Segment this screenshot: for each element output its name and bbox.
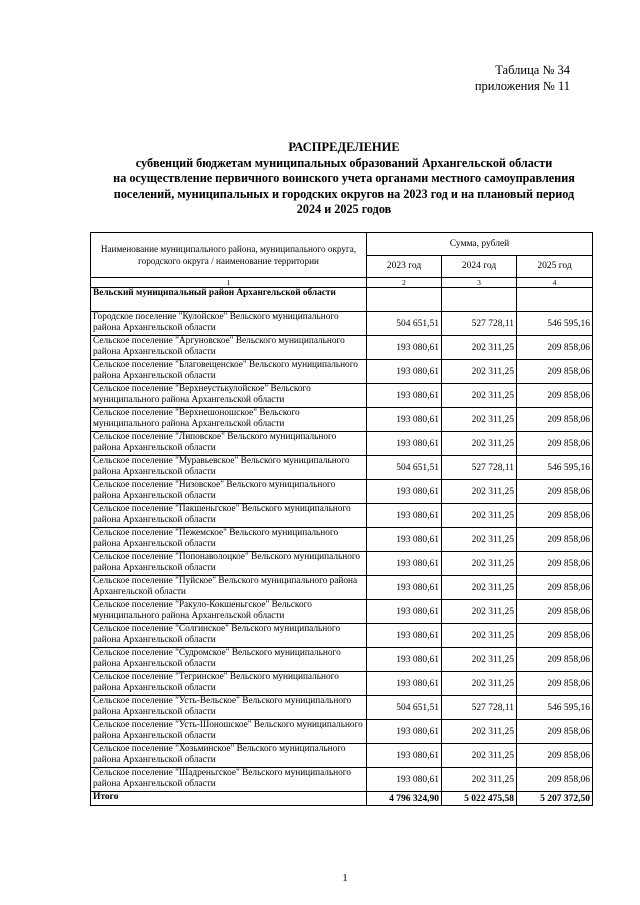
amount-2023: 193 080,61 — [367, 336, 442, 360]
amount-2023: 193 080,61 — [367, 600, 442, 624]
amount-2025: 209 858,06 — [517, 336, 593, 360]
table-row — [91, 672, 593, 696]
amount-2023: 193 080,61 — [367, 480, 442, 504]
column-header-name: Наименование муниципального района, муниципального округа, городского округа / наименование территории — [91, 233, 367, 278]
title-line-3: на осуществление первичного воинского учета органами местного самоуправления — [113, 171, 575, 186]
table-row — [91, 600, 593, 624]
settlement-name: Сельское поселение "Солгинское" Вельского муниципального района Архангельской области — [91, 624, 367, 648]
table-row — [91, 504, 593, 528]
settlement-name: Сельское поселение "Усть-Вельское" Вельского муниципального района Архангельской области — [91, 696, 367, 720]
amount-2025: 546 595,16 — [517, 696, 593, 720]
amount-2023: 193 080,61 — [367, 624, 442, 648]
settlement-name: Сельское поселение "Шадреньгское" Вельского муниципального района Архангельской области — [91, 768, 367, 792]
amount-2024: 202 311,25 — [442, 360, 517, 384]
amount-2024: 202 311,25 — [442, 480, 517, 504]
settlement-name: Сельское поселение "Пежемское" Вельского муниципального района Архангельской области — [91, 528, 367, 552]
settlement-name: Сельское поселение "Низовское" Вельского муниципального района Архангельской области — [91, 480, 367, 504]
settlement-name: Сельское поселение "Аргуновское" Вельского муниципального района Архангельской области — [91, 336, 367, 360]
amount-2025: 209 858,06 — [517, 360, 593, 384]
district-name: Вельский муниципальный район Архангельской области — [91, 288, 367, 312]
amount-2023: 193 080,61 — [367, 360, 442, 384]
table-row — [91, 720, 593, 744]
settlement-name: Сельское поселение "Пакшеньгское" Вельского муниципального района Архангельской области — [91, 504, 367, 528]
amount-2025: 209 858,06 — [517, 672, 593, 696]
total-2025: 5 207 372,50 — [517, 792, 593, 806]
settlement-name: Сельское поселение "Хозьминское" Вельского муниципального района Архангельской области — [91, 744, 367, 768]
table-row — [91, 768, 593, 792]
amount-2024: 202 311,25 — [442, 504, 517, 528]
amount-2023: 193 080,61 — [367, 648, 442, 672]
amount-2025: 209 858,06 — [517, 576, 593, 600]
district-cell-2023 — [367, 288, 442, 312]
settlement-name: Сельское поселение "Благовещенское" Вельского муниципального района Архангельской области — [91, 360, 367, 384]
table-row — [91, 336, 593, 360]
amount-2023: 193 080,61 — [367, 672, 442, 696]
amount-2024: 202 311,25 — [442, 648, 517, 672]
table-row — [91, 384, 593, 408]
amount-2023: 504 651,51 — [367, 456, 442, 480]
settlement-name: Сельское поселение "Судромское" Вельского муниципального района Архангельской области — [91, 648, 367, 672]
amount-2024: 202 311,25 — [442, 408, 517, 432]
settlement-name: Сельское поселение "Тегринское" Вельского муниципального района Архангельской области — [91, 672, 367, 696]
amount-2024: 202 311,25 — [442, 744, 517, 768]
district-row — [91, 288, 593, 312]
settlement-name: Городское поселение "Кулойское" Вельского муниципального района Архангельской области — [91, 312, 367, 336]
settlement-name: Сельское поселение "Пуйское" Вельского муниципального района Архангельской области — [91, 576, 367, 600]
table-row — [91, 576, 593, 600]
amount-2025: 209 858,06 — [517, 384, 593, 408]
table-row — [91, 456, 593, 480]
amount-2024: 202 311,25 — [442, 720, 517, 744]
amount-2024: 202 311,25 — [442, 384, 517, 408]
table-row — [91, 648, 593, 672]
column-header-2025: 2025 год — [517, 255, 593, 278]
settlement-name: Сельское поселение "Попонаволоцкое" Вельского муниципального района Архангельской области — [91, 552, 367, 576]
column-header-2024: 2024 год — [442, 255, 517, 278]
column-number-1: 1 — [91, 278, 367, 288]
amount-2025: 209 858,06 — [517, 768, 593, 792]
table-row — [91, 360, 593, 384]
settlement-name: Сельское поселение "Липовское" Вельского муниципального района Архангельской области — [91, 432, 367, 456]
settlement-name: Сельское поселение "Муравьевское" Вельского муниципального района Архангельской области — [91, 456, 367, 480]
title-line-1: РАСПРЕДЕЛЕНИЕ — [288, 140, 400, 154]
amount-2025: 209 858,06 — [517, 648, 593, 672]
column-number-3: 3 — [442, 278, 517, 288]
column-header-2023: 2023 год — [367, 255, 442, 278]
document-title — [84, 140, 604, 217]
amount-2024: 202 311,25 — [442, 432, 517, 456]
title-line-4: поселений, муниципальных и городских округов на 2023 год и на плановый период — [113, 186, 575, 201]
title-line-2: субвенций бюджетам муниципальных образований Архангельской области — [135, 156, 553, 171]
amount-2023: 193 080,61 — [367, 720, 442, 744]
column-number-2: 2 — [367, 278, 442, 288]
amount-2025: 209 858,06 — [517, 408, 593, 432]
amount-2025: 209 858,06 — [517, 600, 593, 624]
amount-2023: 193 080,61 — [367, 744, 442, 768]
amount-2025: 546 595,16 — [517, 456, 593, 480]
amount-2023: 193 080,61 — [367, 504, 442, 528]
amount-2025: 209 858,06 — [517, 744, 593, 768]
column-number-4: 4 — [517, 278, 593, 288]
amount-2023: 193 080,61 — [367, 384, 442, 408]
column-header-sum: Сумма, рублей — [367, 233, 593, 256]
page-number: 1 — [342, 872, 348, 884]
amount-2024: 202 311,25 — [442, 552, 517, 576]
amount-2024: 202 311,25 — [442, 336, 517, 360]
amount-2024: 202 311,25 — [442, 576, 517, 600]
amount-2025: 209 858,06 — [517, 720, 593, 744]
table-row — [91, 312, 593, 336]
amount-2023: 504 651,51 — [367, 312, 442, 336]
amount-2023: 193 080,61 — [367, 432, 442, 456]
amount-2023: 193 080,61 — [367, 528, 442, 552]
table-row — [91, 696, 593, 720]
district-cell-2024 — [442, 288, 517, 312]
settlement-name: Сельское поселение "Усть-Шоношское" Вельского муниципального района Архангельской области — [91, 720, 367, 744]
amount-2023: 193 080,61 — [367, 408, 442, 432]
amount-2024: 202 311,25 — [442, 528, 517, 552]
district-cell-2025 — [517, 288, 593, 312]
total-2023: 4 796 324,90 — [367, 792, 442, 806]
amount-2025: 209 858,06 — [517, 624, 593, 648]
amount-2024: 527 728,11 — [442, 312, 517, 336]
table-row — [91, 432, 593, 456]
amount-2025: 209 858,06 — [517, 480, 593, 504]
amount-2024: 527 728,11 — [442, 456, 517, 480]
amount-2024: 202 311,25 — [442, 600, 517, 624]
amount-2025: 209 858,06 — [517, 528, 593, 552]
amount-2024: 527 728,11 — [442, 696, 517, 720]
amount-2025: 209 858,06 — [517, 432, 593, 456]
amount-2025: 209 858,06 — [517, 552, 593, 576]
total-row — [91, 792, 593, 806]
total-label: Итого — [91, 792, 367, 806]
amount-2023: 193 080,61 — [367, 552, 442, 576]
table-row — [91, 624, 593, 648]
table-number: Таблица № 34 — [495, 63, 570, 77]
amount-2023: 193 080,61 — [367, 768, 442, 792]
amount-2025: 546 595,16 — [517, 312, 593, 336]
table-row — [91, 480, 593, 504]
amount-2024: 202 311,25 — [442, 768, 517, 792]
appendix-number: приложения № 11 — [474, 79, 570, 93]
title-line-5: 2024 и 2025 годов — [296, 201, 392, 216]
amount-2024: 202 311,25 — [442, 672, 517, 696]
table-row — [91, 408, 593, 432]
table-row — [91, 528, 593, 552]
amount-2023: 504 651,51 — [367, 696, 442, 720]
settlement-name: Сельское поселение "Ракуло-Кокшеньгское" Вельского муниципального района Архангельской области — [91, 600, 367, 624]
settlement-name: Сельское поселение "Верхнешоношское" Вельского муниципального района Архангельской области — [91, 408, 367, 432]
amount-2024: 202 311,25 — [442, 624, 517, 648]
distribution-table — [90, 232, 593, 806]
total-2024: 5 022 475,58 — [442, 792, 517, 806]
amount-2025: 209 858,06 — [517, 504, 593, 528]
settlement-name: Сельское поселение "Верхнеустькулойское" Вельского муниципального района Архангельской области — [91, 384, 367, 408]
table-row — [91, 744, 593, 768]
amount-2023: 193 080,61 — [367, 576, 442, 600]
table-row — [91, 552, 593, 576]
table-reference — [475, 62, 570, 94]
